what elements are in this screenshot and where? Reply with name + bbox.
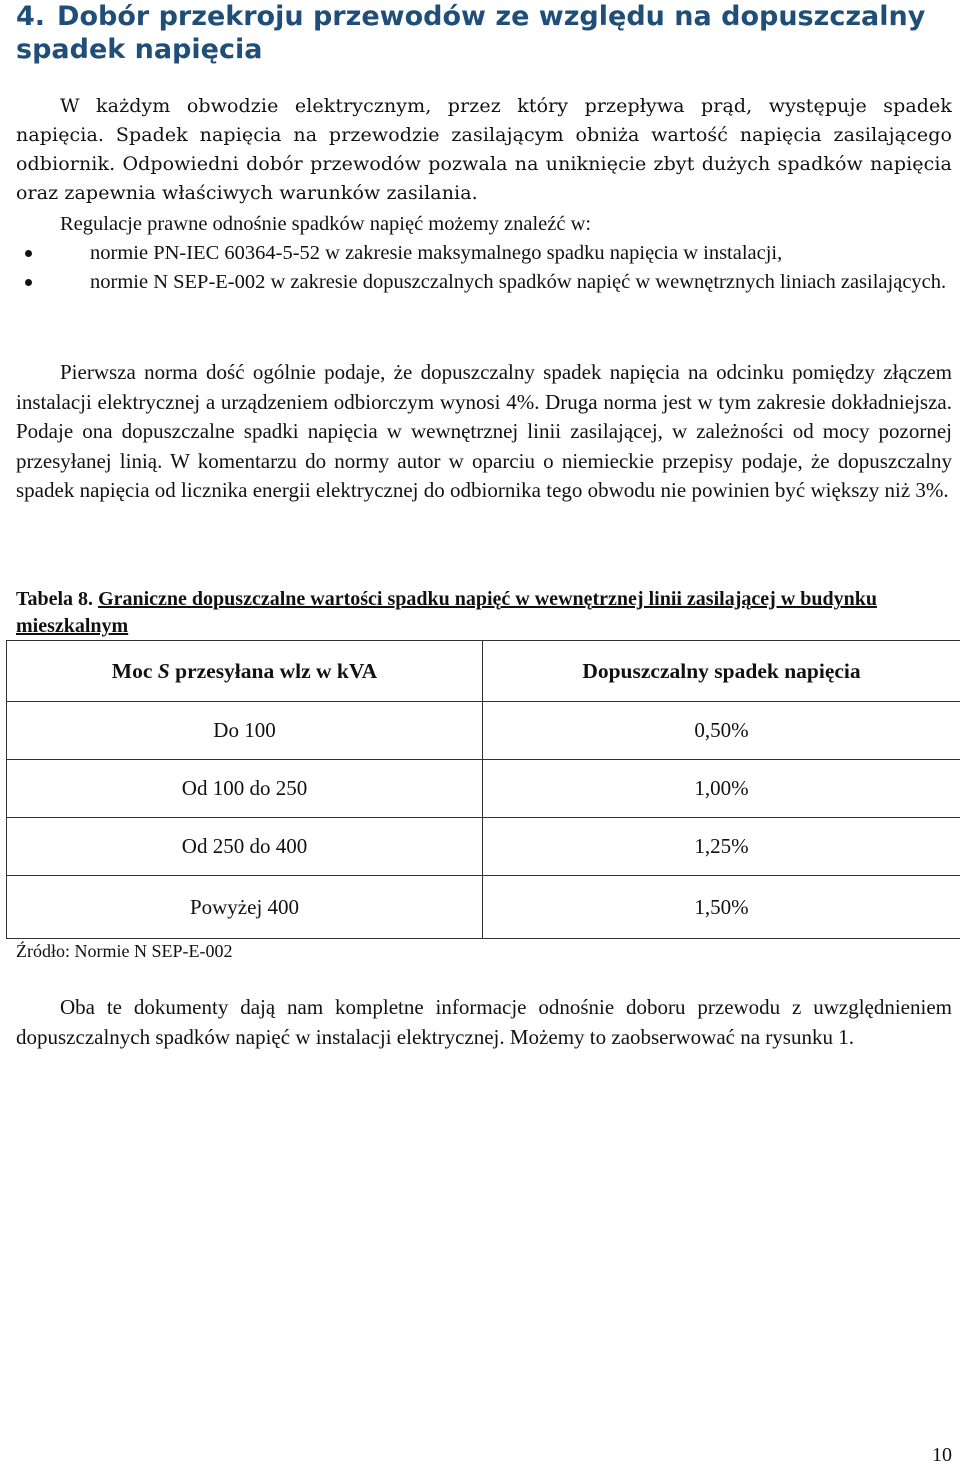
section-title: Dobór przekroju przewodów ze względu na dopuszczalny spadek napięcia [16, 1, 926, 65]
header-power-pre: Moc [111, 658, 158, 683]
table-title: Graniczne dopuszczalne wartości spadku napięć w wewnętrznej linii zasilającej w budynku mieszkalnym [16, 588, 877, 637]
cell-power: Od 100 do 250 [7, 760, 483, 818]
table-row [7, 818, 960, 876]
section-number: 4. [16, 1, 46, 32]
voltage-drop-table [6, 640, 960, 939]
table-row [7, 760, 960, 818]
bullet-icon [25, 279, 32, 286]
closing-paragraph [16, 993, 952, 1052]
table-header-row [7, 641, 960, 702]
table-caption [16, 586, 956, 640]
cell-drop: 0,50% [483, 702, 960, 760]
closing-text: Oba te dokumenty dają nam kompletne informacje odnośnie doboru przewodu z uwzględnieniem dopuszczalnych spadków napięć w instalacji elektrycznej. Możemy to zaobserwować na rysunku 1. [16, 995, 952, 1049]
list-item [16, 239, 952, 268]
cell-drop: 1,50% [483, 876, 960, 939]
intro-paragraph [16, 92, 952, 208]
page-number: 10 [932, 1444, 952, 1466]
cell-drop: 1,25% [483, 818, 960, 876]
list-item-text: normie N SEP-E-002 w zakresie dopuszczalnych spadków napięć w wewnętrznych liniach zasilających. [90, 271, 947, 293]
regulations-intro-text: Regulacje prawne odnośnie spadków napięć możemy znaleźć w: [60, 213, 592, 235]
cell-drop: 1,00% [483, 760, 960, 818]
list-item-text: normie PN-IEC 60364-5-52 w zakresie maksymalnego spadku napięcia w instalacji, [90, 242, 783, 264]
bullet-icon [25, 250, 32, 257]
table-row [7, 702, 960, 760]
header-power-post: przesyłana wlz w kVA [169, 658, 378, 683]
intro-text: W każdym obwodzie elektrycznym, przez który przepływa prąd, występuje spadek napięcia. Spadek napięcia na przewodzie zasilającym obniża wartość napięcia zasilającego odbiornik. Odpowiedni dobór przewodów pozwala na uniknięcie zbyt dużych spadków napięcia oraz zapewnia właściwych warunków zasilania. [16, 95, 952, 204]
table-source: Źródło: Normie N SEP-E-002 [16, 941, 233, 961]
header-power [7, 641, 483, 702]
cell-power: Do 100 [7, 702, 483, 760]
norms-paragraph [16, 358, 952, 506]
table-row [7, 876, 960, 939]
cell-power: Od 250 do 400 [7, 818, 483, 876]
header-power-symbol: S [157, 658, 170, 683]
section-heading [16, 0, 946, 66]
list-item [16, 268, 952, 297]
regulations-intro-paragraph [16, 210, 952, 239]
cell-power: Powyżej 400 [7, 876, 483, 939]
header-drop: Dopuszczalny spadek napięcia [483, 641, 960, 702]
table-label: Tabela 8. [16, 588, 94, 610]
regulations-list [16, 239, 952, 297]
norms-text: Pierwsza norma dość ogólnie podaje, że dopuszczalny spadek napięcia na odcinku pomiędzy złączem instalacji elektrycznej a urządzeniem odbiorczym wynosi 4%. Druga norma jest w tym zakresie dokładniejsza. Podaje ona dopuszczalne spadki napięcia w wewnętrznej linii zasilającej, w zależności od mocy pozornej przesyłanej linią. W komentarzu do normy autor w oparciu o niemieckie przepisy podaje, że dopuszczalny spadek napięcia od licznika energii elektrycznej do odbiornika tego obwodu nie powinien być większy niż 3%. [16, 360, 952, 502]
